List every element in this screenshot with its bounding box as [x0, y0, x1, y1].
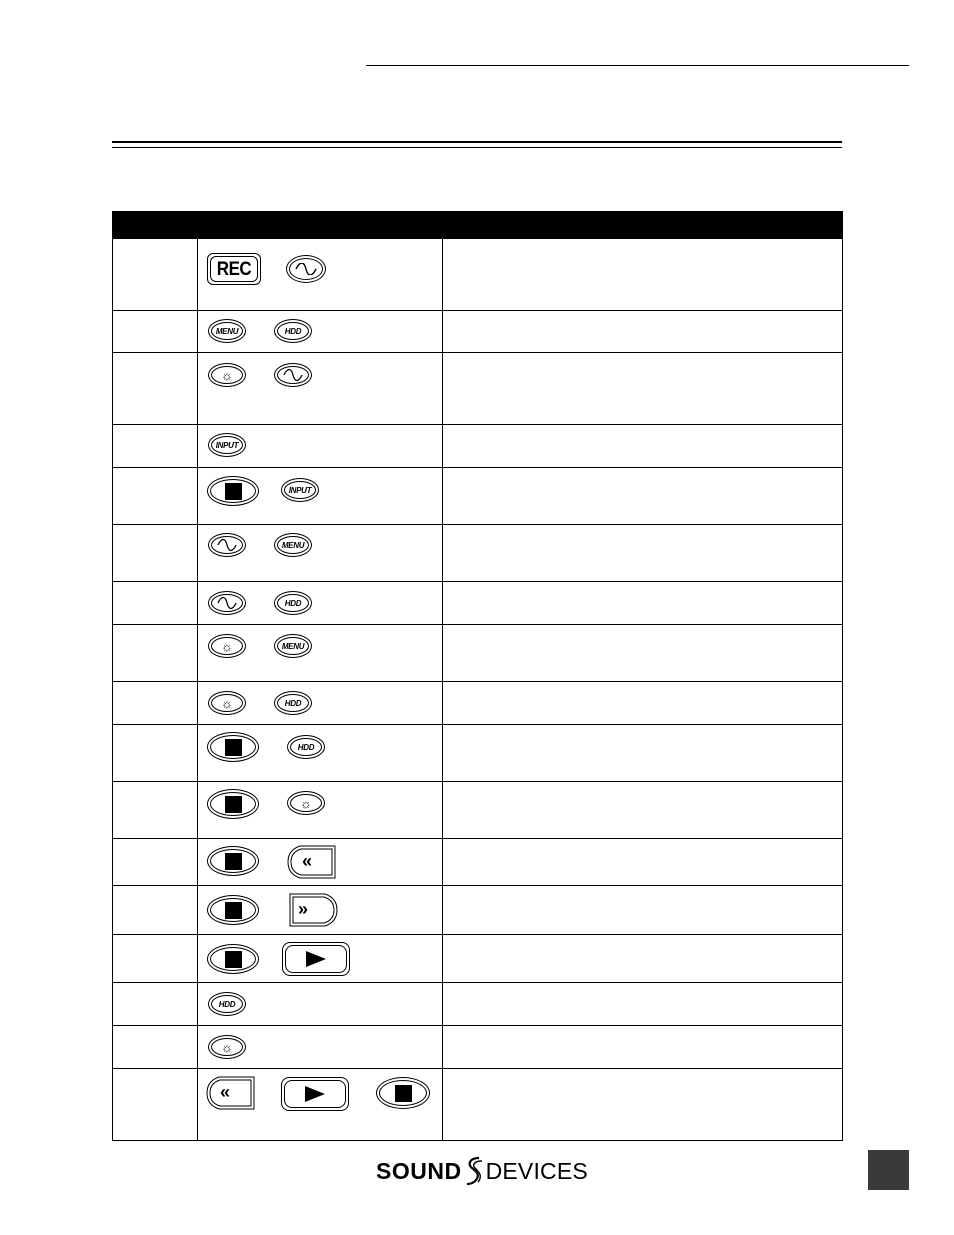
row-label-cell: [113, 839, 198, 885]
hdd-key-icon: HDD: [208, 992, 246, 1016]
description-cell: [443, 682, 842, 724]
play-icon: [306, 951, 326, 967]
row-label-cell: [113, 239, 198, 310]
table-row: [113, 581, 842, 624]
table-row: [113, 524, 842, 581]
description-cell: [443, 468, 842, 524]
stop-icon: [225, 951, 242, 968]
key-combo-cell: [198, 839, 443, 885]
hdd-key-icon: HDD: [287, 735, 325, 759]
play-icon: [305, 1086, 325, 1102]
wave-icon: [283, 369, 303, 381]
row-label-cell: [113, 886, 198, 934]
row-label-cell: [113, 582, 198, 624]
table-row: [113, 982, 842, 1025]
table-row: [113, 1068, 842, 1140]
stop-key-icon: [207, 846, 259, 876]
logo-swirl-icon: [464, 1155, 484, 1187]
page-number-badge: [868, 1150, 909, 1190]
sun-icon: ☼: [221, 367, 233, 383]
light-key-icon: [208, 691, 246, 715]
description-cell: [443, 311, 842, 352]
description-cell: [443, 935, 842, 982]
key-combo-cell: [198, 425, 443, 467]
table-row: [113, 681, 842, 724]
stop-icon: [225, 483, 242, 500]
light-key-icon: [208, 363, 246, 387]
menu-key-icon: MENU: [274, 533, 312, 557]
table-row: [113, 1025, 842, 1068]
menu-key-icon: MENU: [274, 634, 312, 658]
table-row: [113, 624, 842, 681]
table-row: [113, 352, 842, 424]
description-cell: [443, 839, 842, 885]
stop-key-icon: [207, 476, 259, 506]
hdd-key-icon: HDD: [274, 591, 312, 615]
table-row: [113, 781, 842, 838]
key-combo-cell: [198, 983, 443, 1025]
tone-key-icon: [274, 363, 312, 387]
stop-key-icon: [207, 944, 259, 974]
key-combo-cell: [198, 1026, 443, 1068]
hdd-key-icon: HDD: [274, 691, 312, 715]
stop-icon: [225, 796, 242, 813]
stop-key-icon: [207, 789, 259, 819]
fast-forward-key-icon: [288, 892, 340, 928]
table-row: [113, 934, 842, 982]
key-combo-cell: [198, 468, 443, 524]
sun-icon: ☼: [221, 695, 233, 711]
tone-key-icon: [208, 591, 246, 615]
description-cell: [443, 1069, 842, 1140]
table-row: [113, 238, 842, 310]
description-cell: [443, 725, 842, 781]
table-row: [113, 424, 842, 467]
rewind-key-icon: [286, 844, 338, 880]
row-label-cell: [113, 1026, 198, 1068]
fast-forward-icon: »: [298, 899, 304, 919]
row-label-cell: [113, 935, 198, 982]
rewind-icon: «: [220, 1082, 226, 1102]
key-combo-cell: [198, 1069, 443, 1140]
rec-key-icon: REC: [207, 253, 261, 285]
row-label-cell: [113, 353, 198, 424]
key-combo-cell: [198, 682, 443, 724]
tone-key-icon: [208, 533, 246, 557]
description-cell: [443, 782, 842, 838]
light-key-icon: [208, 1035, 246, 1059]
wave-icon: [217, 539, 237, 551]
key-combo-cell: [198, 311, 443, 352]
input-key-icon: INPUT: [281, 478, 319, 502]
row-label-cell: [113, 625, 198, 681]
row-label-cell: [113, 782, 198, 838]
stop-icon: [395, 1085, 412, 1102]
light-key-icon: [208, 634, 246, 658]
stop-key-icon: [376, 1077, 430, 1109]
description-cell: [443, 239, 842, 310]
light-key-icon: [287, 791, 325, 815]
description-cell: [443, 886, 842, 934]
table-header: [113, 211, 842, 238]
key-combo-cell: [198, 239, 443, 310]
sun-icon: ☼: [300, 795, 312, 811]
description-cell: [443, 1026, 842, 1068]
rewind-icon: «: [302, 851, 308, 871]
key-combo-cell: [198, 935, 443, 982]
description-cell: [443, 353, 842, 424]
input-key-icon: INPUT: [208, 433, 246, 457]
stop-icon: [225, 853, 242, 870]
sun-icon: ☼: [221, 1039, 233, 1055]
table-row: [113, 885, 842, 934]
table-row: [113, 724, 842, 781]
play-key-icon: [282, 942, 350, 976]
stop-key-icon: [207, 895, 259, 925]
key-combo-cell: [198, 525, 443, 581]
wave-icon: [217, 597, 237, 609]
row-label-cell: [113, 1069, 198, 1140]
description-cell: [443, 425, 842, 467]
section-double-rule: [112, 141, 842, 148]
sound-devices-logo: SOUND DEVICES: [376, 1156, 588, 1186]
tone-key-icon: [286, 255, 326, 283]
table-row: [113, 467, 842, 524]
key-combo-cell: [198, 625, 443, 681]
row-label-cell: [113, 682, 198, 724]
play-key-icon: [281, 1077, 349, 1111]
wave-icon: [295, 263, 317, 275]
table-row: [113, 838, 842, 885]
stop-icon: [225, 739, 242, 756]
description-cell: [443, 625, 842, 681]
key-combo-cell: [198, 886, 443, 934]
stop-key-icon: [207, 732, 259, 762]
row-label-cell: [113, 311, 198, 352]
key-combo-cell: [198, 725, 443, 781]
description-cell: [443, 582, 842, 624]
row-label-cell: [113, 725, 198, 781]
hdd-key-icon: HDD: [274, 319, 312, 343]
row-label-cell: [113, 468, 198, 524]
description-cell: [443, 983, 842, 1025]
description-cell: [443, 525, 842, 581]
table-row: [113, 310, 842, 352]
row-label-cell: [113, 525, 198, 581]
key-combo-cell: [198, 582, 443, 624]
key-combination-table: [112, 211, 843, 1141]
sun-icon: ☼: [221, 638, 233, 654]
rewind-key-icon: [204, 1075, 258, 1111]
header-rule: [366, 65, 909, 66]
key-combo-cell: [198, 353, 443, 424]
menu-key-icon: MENU: [208, 319, 246, 343]
stop-icon: [225, 902, 242, 919]
row-label-cell: [113, 983, 198, 1025]
key-combo-cell: [198, 782, 443, 838]
row-label-cell: [113, 425, 198, 467]
